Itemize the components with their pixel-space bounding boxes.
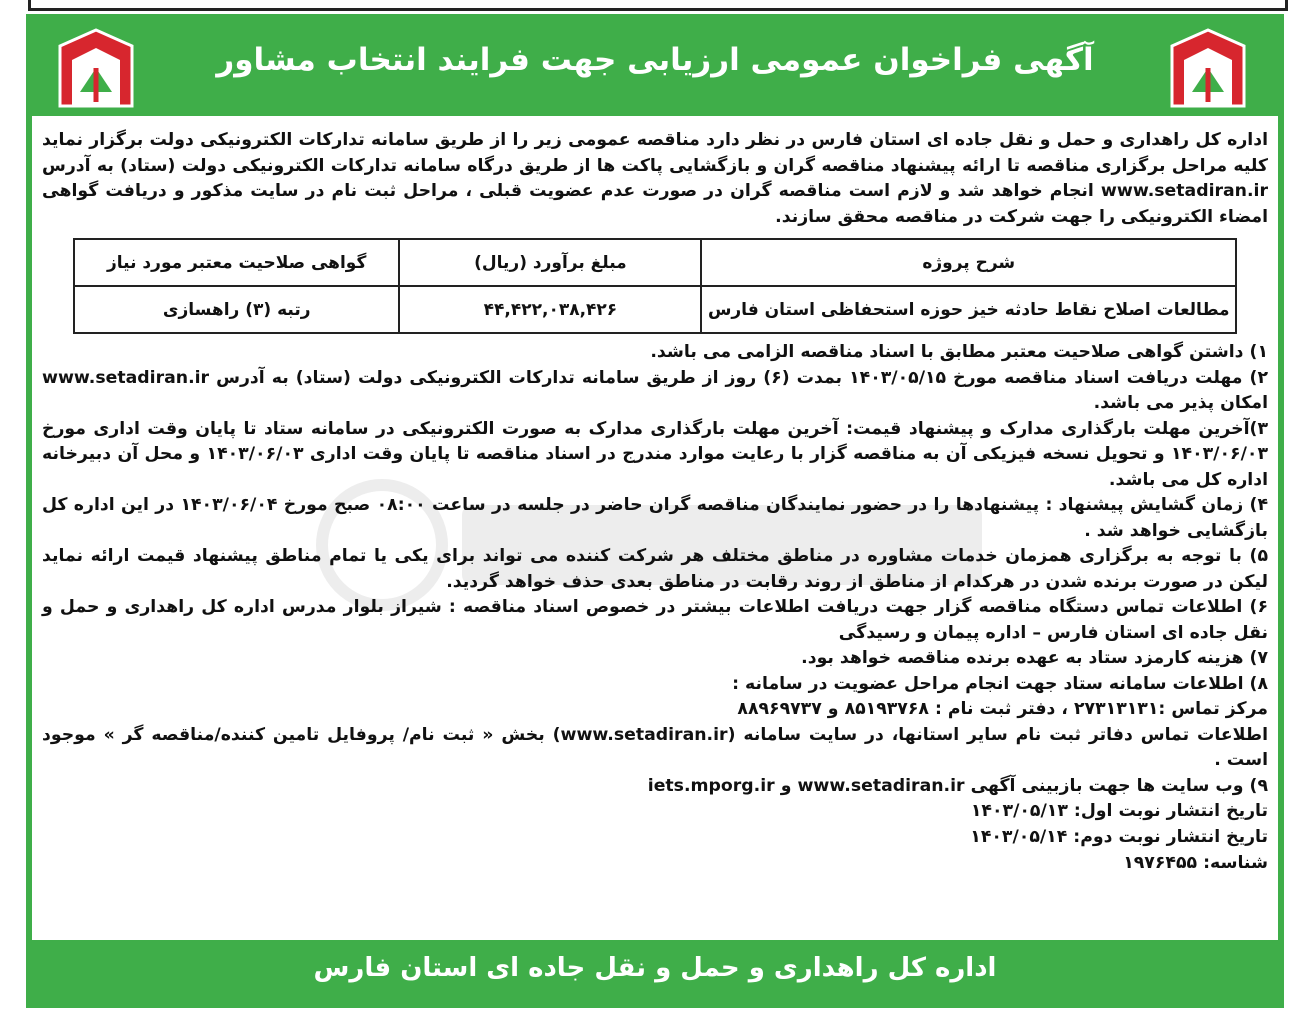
publication-date-first: تاریخ انتشار نوبت اول: ۱۴۰۳/۰۵/۱۳ [970,801,1268,821]
list-item: ۸) اطلاعات سامانه ستاد جهت انجام مراحل عضویت در سامانه : [732,673,1268,694]
footer-organization: اداره کل راهداری و حمل و نقل جاده ای استان فارس [313,953,997,983]
table-cell: رتبه (۳) راهسازی [74,286,399,333]
notice-footer [32,940,1278,1002]
top-border-box [28,0,1288,11]
list-item: ۲) مهلت دریافت اسناد مناقصه مورخ ۱۴۰۳/۰۵/۱۵ بمدت (۶) روز از طریق سامانه تدارکات الکترونیکی دولت (ستاد) به آدرس www.setadiran.ir امکان پذیر می باشد. [42,367,1268,413]
table-cell: مطالعات اصلاح نقاط حادثه خیز حوزه استحفاظی استان فارس [701,286,1236,333]
table-row [74,286,1236,333]
intro-paragraph: اداره کل راهداری و حمل و نقل جاده ای استان فارس در نظر دارد مناقصه عمومی زیر را از طریق سامانه تدارکات الکترونیکی دولت برگزار نماید کلیه مراحل برگزاری مناقصه تا ارائه پیشنهاد مناقصه گران و بازگشایی پاکت ها از طریق درگاه سامانه تدارکات الکترونیکی دولت (ستاد) به آدرس www.setadiran.ir انجام خواهد شد و لازم است مناقصه گران در صورت عدم عضویت قبلی ، مراحل ثبت نام در سایت مذکور و دریافت گواهی امضاء الکترونیکی را جهت شرکت در مناقصه محقق سازند. [42,130,1268,227]
project-table [73,238,1237,334]
table-header-row [74,239,1236,286]
notice-id: شناسه: ۱۹۷۶۴۵۵ [1123,852,1268,873]
list-item: ۴) زمان گشایش پیشنهاد : پیشنهادها را در حضور نمایندگان مناقصه گران حاضر در جلسه در ساعت ۰۸:۰۰ صبح مورخ ۱۴۰۳/۰۶/۰۴ در این اداره کل بازگشایی خواهد شد . [42,495,1269,541]
list-item: ۷) هزینه کارمزد ستاد به عهده برنده مناقصه خواهد بود. [801,648,1268,668]
list-item: ۱) داشتن گواهی صلاحیت معتبر مطابق با اسناد مناقصه الزامی می باشد. [650,342,1268,362]
list-item: ۶) اطلاعات تماس دستگاه مناقصه گزار جهت دریافت اطلاعات بیشتر در خصوص اسناد مناقصه : شیراز بلوار مدرس اداره کل راهداری و حمل و نقل جاده ای استان فارس – اداره پیمان و رسیدگی [42,597,1268,643]
road-maintenance-logo-icon [1168,28,1248,110]
notice-frame [26,14,1284,1008]
table-header-cell: شرح پروژه [701,239,1236,286]
list-item: اطلاعات تماس دفاتر ثبت نام سایر استانها، در سایت سامانه (www.setadiran.ir) بخش « ثبت نام/ پروفایل تامین کننده/مناقصه گر » موجود است . [42,724,1268,770]
list-item: ۳)آخرین مهلت بارگذاری مدارک و پیشنهاد قیمت: آخرین مهلت بارگذاری مدارک به صورت الکترونیکی در سامانه ستاد تا پایان وقت اداری مورخ ۱۴۰۳/۰۶/۰۳ و تحویل نسخه فیزیکی آن به مناقصه گزار با رعایت موارد مندرج در اسناد مناقصه تا پایان وقت اداری ۱۴۰۳/۰۶/۰۳ و محل آن دبیرخانه اداره کل می باشد. [42,418,1268,490]
notice-title: آگهی فراخوان عمومی ارزیابی جهت فرایند انتخاب مشاور [216,42,1094,78]
list-item: ۹) وب سایت ها جهت بازبینی آگهی www.setadiran.ir و iets.mporg.ir [647,775,1268,796]
list-item: مرکز تماس :۲۷۳۱۳۱۳۱ ، دفتر ثبت نام : ۸۵۱۹۳۷۶۸ و ۸۸۹۶۹۷۳۷ [737,699,1268,719]
notice-body [42,128,1268,876]
table-header-cell: گواهی صلاحیت معتبر مورد نیاز [74,239,399,286]
list-item: ۵) با توجه به برگزاری همزمان خدمات مشاوره در مناطق مختلف هر شرکت کننده می تواند برای یکی یا تمام مناطق پیشنهاد قیمت ارائه نماید لیکن در صورت برنده شدن در هرکدام از مناطق از روند رقابت در مناطق بعدی حذف خواهد گردید. [42,546,1268,592]
publication-date-second: تاریخ انتشار نوبت دوم: ۱۴۰۳/۰۵/۱۴ [970,826,1268,847]
table-header-cell: مبلغ برآورد (ریال) [399,239,701,286]
table-cell: ۴۴,۴۲۲,۰۳۸,۴۲۶ [399,286,701,333]
road-maintenance-logo-icon [56,28,136,110]
notice-header [32,20,1278,116]
